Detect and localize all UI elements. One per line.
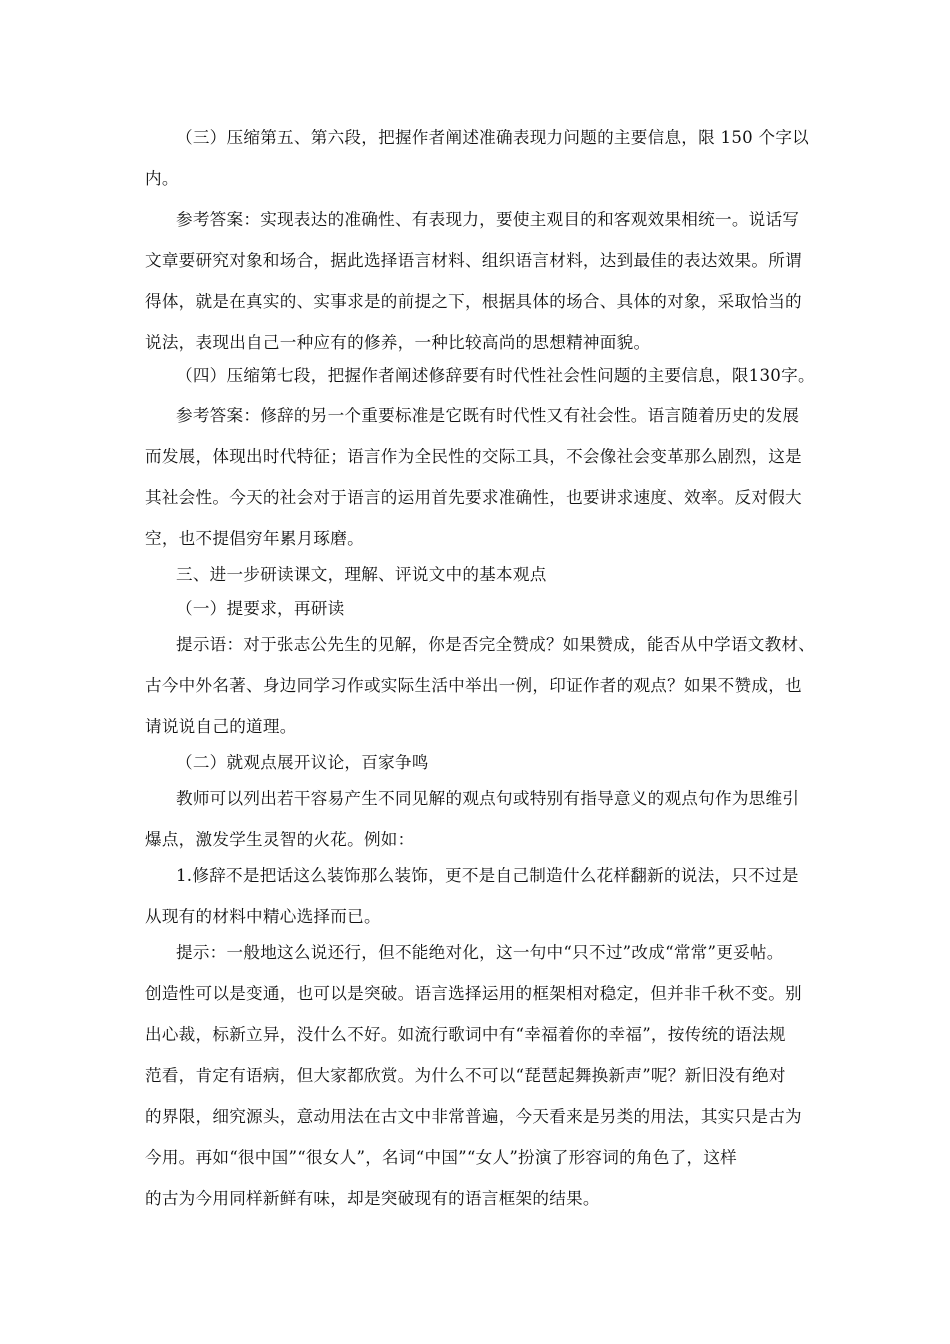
paragraph-line: 范看，肯定有语病，但大家都欣赏。为什么不可以“琵琶起舞换新声”呢？新旧没有绝对 — [145, 1066, 786, 1085]
paragraph-line: 出心裁，标新立异，没什么不好。如流行歌词中有“幸福着你的幸福”，按传统的语法规 — [145, 1025, 786, 1044]
paragraph-line: 参考答案：实现表达的准确性、有表现力，要使主观目的和客观效果相统一。说话写 — [176, 210, 800, 229]
paragraph-line: 古今中外名著、身边同学习作或实际生活中举出一例，印证作者的观点？如果不赞成，也 — [145, 676, 802, 695]
paragraph-line: 提示语：对于张志公先生的见解，你是否完全赞成？如果赞成，能否从中学语文教材、 — [176, 635, 816, 654]
subsection-heading: （一）提要求，再研读 — [176, 599, 345, 618]
paragraph-line: 请说说自己的道理。 — [145, 717, 297, 736]
paragraph-line: 创造性可以是变通，也可以是突破。语言选择运用的框架相对稳定，但并非千秋不变。别 — [145, 984, 802, 1003]
paragraph-line: 的界限，细究源头，意动用法在古文中非常普遍，今天看来是另类的用法，其实只是古为 — [145, 1107, 802, 1126]
paragraph-line: 从现有的材料中精心选择而已。 — [145, 907, 381, 926]
paragraph-line: 1.修辞不是把话这么装饰那么装饰，更不是自己制造什么花样翻新的说法，只不过是 — [176, 866, 799, 885]
paragraph-line: 空，也不提倡穷年累月琢磨。 — [145, 529, 364, 548]
paragraph-line: （四）压缩第七段，把握作者阐述修辞要有时代性社会性问题的主要信息，限130字。 — [176, 366, 815, 385]
paragraph-line: 教师可以列出若干容易产生不同见解的观点句或特别有指导意义的观点句作为思维引 — [176, 789, 800, 808]
paragraph-line: 参考答案：修辞的另一个重要标准是它既有时代性又有社会性。语言随着历史的发展 — [176, 406, 800, 425]
paragraph-line: 说法，表现出自己一种应有的修养，一种比较高尚的思想精神面貌。 — [145, 333, 651, 352]
subsection-heading: （二）就观点展开议论，百家争鸣 — [176, 753, 429, 772]
paragraph-line: 今用。再如“很中国”“很女人”，名词“中国”“女人”扮演了形容词的角色了，这样 — [145, 1148, 738, 1167]
paragraph-line: 内。 — [145, 169, 179, 188]
section-heading: 三、进一步研读课文，理解、评说文中的基本观点 — [176, 565, 547, 584]
paragraph-line: 其社会性。今天的社会对于语言的运用首先要求准确性，也要讲求速度、效率。反对假大 — [145, 488, 802, 507]
paragraph-line: 爆点，激发学生灵智的火花。例如： — [145, 830, 415, 849]
paragraph-line: 的古为今用同样新鲜有味，却是突破现有的语言框架的结果。 — [145, 1189, 600, 1208]
paragraph-line: （三）压缩第五、第六段，把握作者阐述准确表现力问题的主要信息，限 150 个字以 — [176, 128, 810, 147]
paragraph-line: 文章要研究对象和场合，据此选择语言材料、组织语言材料，达到最佳的表达效果。所谓 — [145, 251, 802, 270]
paragraph-line: 得体，就是在真实的、实事求是的前提之下，根据具体的场合、具体的对象，采取恰当的 — [145, 292, 802, 311]
paragraph-line: 提示：一般地这么说还行，但不能绝对化，这一句中“只不过”改成“常常”更妥帖。 — [176, 943, 784, 962]
paragraph-line: 而发展，体现出时代特征；语言作为全民性的交际工具，不会像社会变革那么剧烈，这是 — [145, 447, 802, 466]
